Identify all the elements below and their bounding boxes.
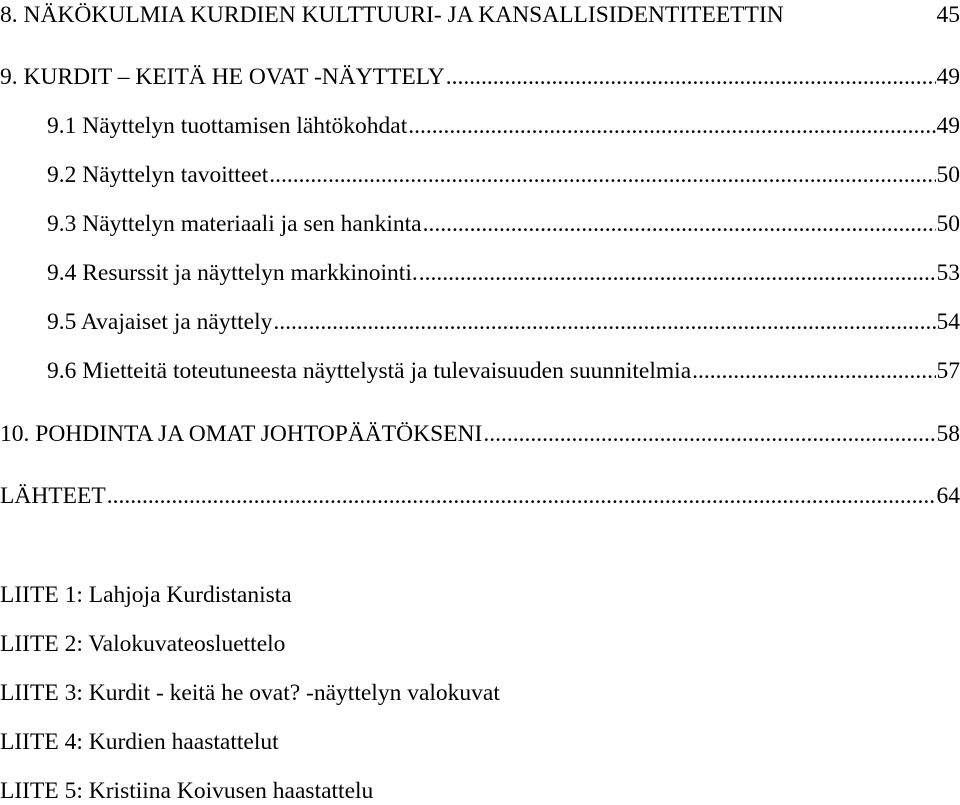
toc-leader-dots bbox=[446, 63, 936, 91]
toc-entry-chapter-8 bbox=[0, 1, 960, 29]
appendix-5: LIITE 5: Kristiina Koivusen haastattelu bbox=[0, 777, 373, 805]
toc-entry-title: 9.4 Resurssit ja näyttelyn markkinointi. bbox=[47, 259, 418, 287]
toc-entry-9-6 bbox=[47, 357, 960, 385]
toc-entry-title: 9.6 Mietteitä toteutuneesta näyttelystä ja tulevaisuuden suunnitelmia bbox=[47, 357, 691, 385]
toc-entry-9-5 bbox=[47, 308, 960, 336]
toc-entry-9-1 bbox=[47, 112, 960, 140]
toc-entry-9-4 bbox=[47, 259, 960, 287]
toc-entry-title: 9.1 Näyttelyn tuottamisen lähtökohdat bbox=[47, 112, 407, 140]
toc-entry-9-3 bbox=[47, 210, 960, 238]
toc-entry-title: 10. POHDINTA JA OMAT JOHTOPÄÄTÖKSENI bbox=[0, 420, 482, 448]
toc-entry-title: 9. KURDIT – KEITÄ HE OVAT -NÄYTTELY bbox=[0, 63, 445, 91]
toc-leader-dots bbox=[107, 482, 936, 510]
toc-leader-dots bbox=[408, 112, 935, 140]
appendix-3: LIITE 3: Kurdit - keitä he ovat? -näyttelyn valokuvat bbox=[0, 679, 500, 707]
toc-leader-dots bbox=[269, 161, 935, 189]
toc-entry-title: 9.5 Avajaiset ja näyttely bbox=[47, 308, 272, 336]
toc-entry-page: 54 bbox=[937, 308, 960, 336]
toc-entry-page: 58 bbox=[937, 420, 960, 448]
toc-leader-dots bbox=[692, 357, 935, 385]
toc-entry-title: 9.3 Näyttelyn materiaali ja sen hankinta bbox=[47, 210, 422, 238]
toc-entry-title: 8. NÄKÖKULMIA KURDIEN KULTTUURI- JA KANSALLISIDENTITEETTIN bbox=[0, 1, 937, 29]
appendix-2: LIITE 2: Valokuvateosluettelo bbox=[0, 630, 285, 658]
toc-entry-title: LÄHTEET bbox=[0, 482, 106, 510]
toc-entry-references bbox=[0, 482, 960, 510]
appendix-1: LIITE 1: Lahjoja Kurdistanista bbox=[0, 581, 292, 609]
toc-entry-page: 53 bbox=[937, 259, 960, 287]
toc-leader-dots bbox=[419, 259, 936, 287]
appendix-4: LIITE 4: Kurdien haastattelut bbox=[0, 728, 279, 756]
toc-entry-page: 50 bbox=[937, 161, 960, 189]
toc-entry-9-2 bbox=[47, 161, 960, 189]
toc-entry-page: 45 bbox=[937, 1, 960, 29]
toc-leader-dots bbox=[483, 420, 935, 448]
toc-leader-dots bbox=[273, 308, 935, 336]
toc-entry-page: 64 bbox=[937, 482, 960, 510]
toc-entry-chapter-9 bbox=[0, 63, 960, 91]
toc-entry-title: 9.2 Näyttelyn tavoitteet bbox=[47, 161, 268, 189]
toc-entry-page: 57 bbox=[937, 357, 960, 385]
toc-entry-page: 50 bbox=[937, 210, 960, 238]
toc-entry-chapter-10 bbox=[0, 420, 960, 448]
toc-leader-dots bbox=[423, 210, 936, 238]
toc-entry-page: 49 bbox=[937, 63, 960, 91]
toc-entry-page: 49 bbox=[937, 112, 960, 140]
